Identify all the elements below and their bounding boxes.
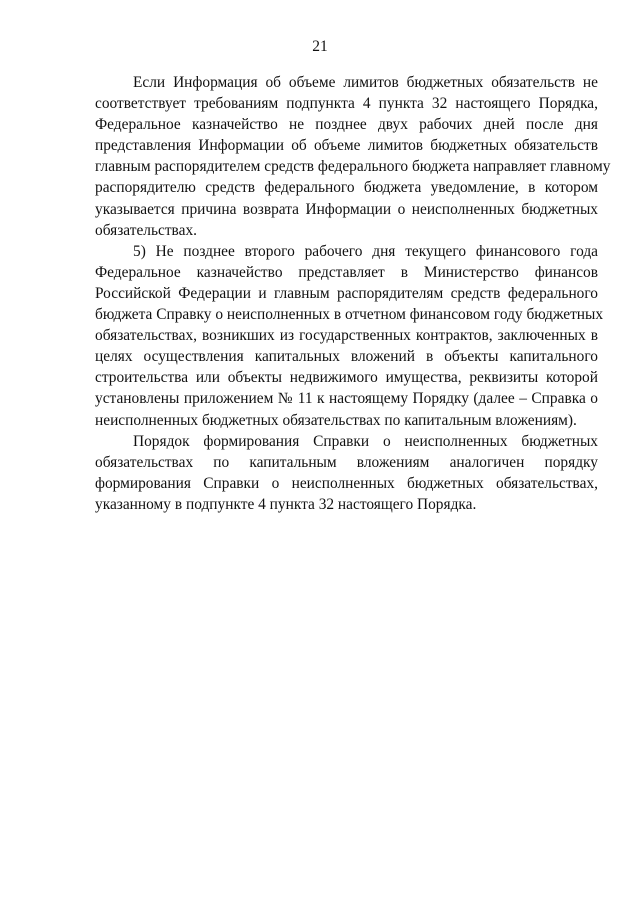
paragraph-line: обязательствах.: [95, 221, 197, 239]
paragraph-line: Федеральное казначейство не позднее двух рабочих дней после дня: [95, 116, 598, 134]
paragraph-line: бюджета Справку о неисполненных в отчетном финансовом году бюджетных: [95, 306, 604, 324]
body-text: [95, 72, 611, 515]
paragraph-line: указанному в подпункте 4 пункта 32 настоящего Порядка.: [95, 495, 477, 513]
paragraph-line: Федеральное казначейство представляет в Министерство финансов: [95, 263, 598, 281]
paragraph-line: указывается причина возврата Информации о неисполненных бюджетных: [95, 200, 598, 218]
paragraph-line: обязательствах по капитальным вложениям аналогичен порядку: [95, 453, 598, 471]
paragraph-line: представления Информации об объеме лимитов бюджетных обязательств: [95, 137, 598, 155]
paragraph-line: целях осуществления капитальных вложений в объекты капитального: [95, 348, 598, 366]
paragraph-capital-investment-procedure: [95, 431, 598, 515]
paragraph-line: Порядок формирования Справки о неисполненных бюджетных: [133, 432, 598, 450]
paragraph-line: Российской Федерации и главным распорядителям средств федерального: [95, 284, 598, 302]
paragraph-line: главным распорядителем средств федерального бюджета направляет главному: [95, 158, 611, 176]
paragraph-limits-notification: [95, 72, 611, 241]
paragraph-line: обязательствах, возникших из государственных контрактов, заключенных в: [95, 327, 598, 345]
paragraph-line: 5) Не позднее второго рабочего дня текущего финансового года: [133, 242, 598, 260]
paragraph-line: распорядителю средств федерального бюджета уведомление, в котором: [95, 179, 598, 197]
paragraph-line: соответствует требованиям подпункта 4 пункта 32 настоящего Порядка,: [95, 95, 598, 113]
paragraph-line: установлены приложением № 11 к настоящему Порядку (далее – Справка о: [95, 390, 598, 408]
paragraph-line: формирования Справки о неисполненных бюджетных обязательствах,: [95, 474, 598, 492]
page-number: 21: [312, 38, 328, 55]
paragraph-line: неисполненных бюджетных обязательствах по капитальным вложениям).: [95, 411, 577, 429]
paragraph-line: Если Информация об объеме лимитов бюджетных обязательств не: [133, 74, 598, 91]
paragraph-item-5: [95, 241, 604, 431]
paragraph-line: строительства или объекты недвижимого имущества, реквизиты которой: [95, 369, 598, 387]
